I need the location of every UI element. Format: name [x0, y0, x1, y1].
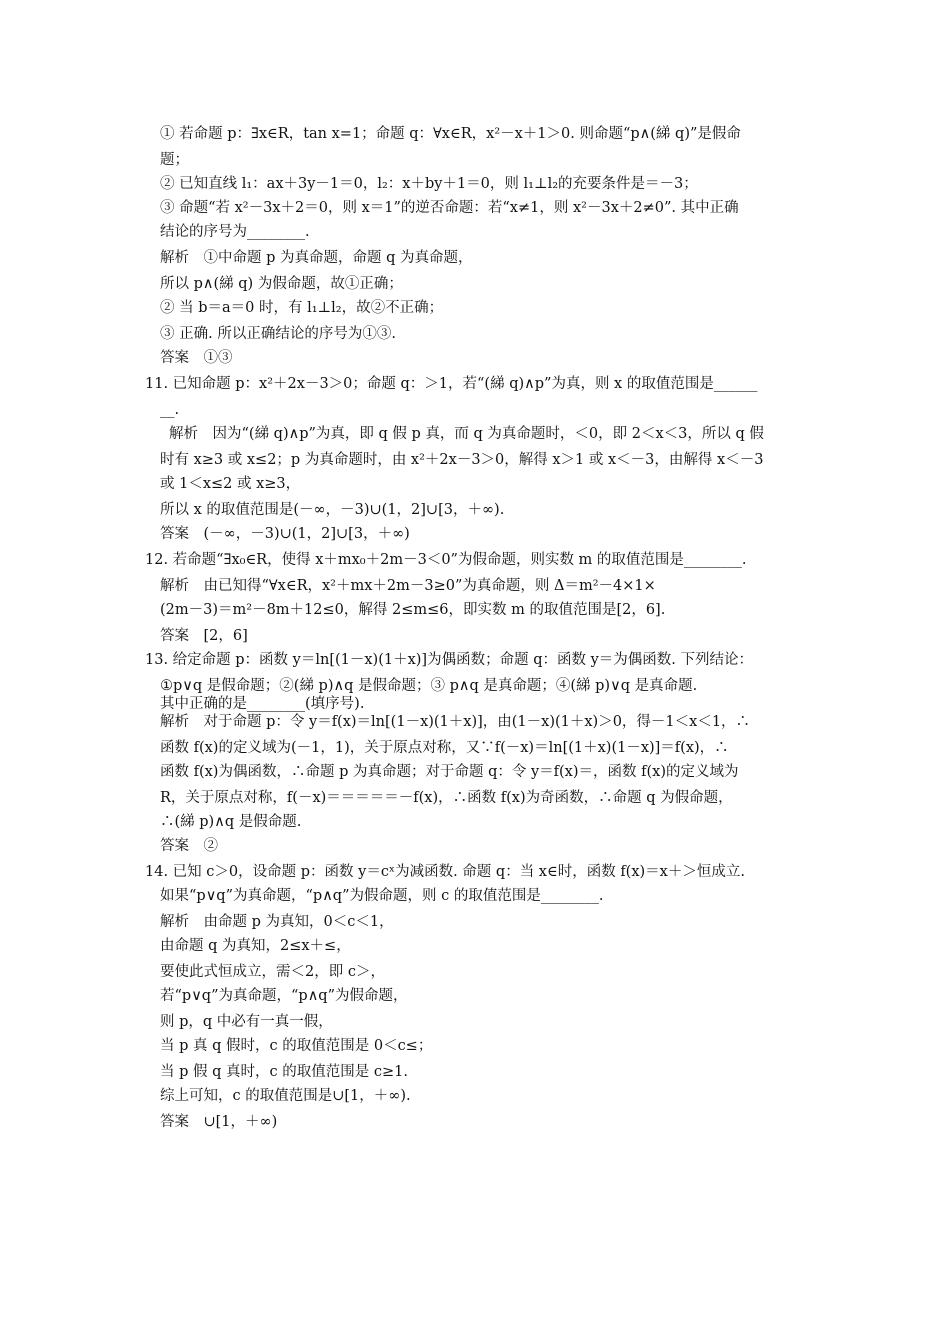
- text-line: 解析 由命题 p 为真知，0＜c＜1，: [160, 914, 394, 930]
- text-line: 当 p 真 q 假时，c 的取值范围是 0＜c≤；: [160, 1038, 433, 1054]
- text-line: 答案 ②: [160, 838, 218, 854]
- text-line: 12. 若命题“∃x₀∈R，使得 x＋mx₀＋2m－3＜0”为假命题，则实数 m 的取值范围是________.: [145, 552, 747, 568]
- text-line: 时有 x≥3 或 x≤2；p 为真命题时，由 x²＋2x－3＞0，解得 x＞1 或 x＜－3，由解得 x＜－3: [160, 452, 764, 468]
- text-line: 解析 对于命题 p：令 y＝f(x)＝ln[(1－x)(1＋x)]，由(1－x)(1＋x)＞0，得－1＜x＜1，∴: [160, 714, 751, 730]
- text-line: ∴(綈 p)∧q 是假命题.: [160, 814, 302, 830]
- text-line: 14. 已知 c＞0，设命题 p：函数 y＝cˣ为减函数. 命题 q：当 x∈时，函数 f(x)＝x＋＞恒成立.: [145, 864, 745, 880]
- text-line: ③ 命题“若 x²－3x＋2＝0，则 x＝1”的逆否命题：若“x≠1，则 x²－3x＋2≠0”. 其中正确: [160, 200, 739, 216]
- text-line: 答案 ①③: [160, 350, 233, 366]
- text-line: 综上可知，c 的取值范围是∪[1，＋∞).: [160, 1088, 411, 1104]
- text-line: 结论的序号为________.: [160, 224, 310, 240]
- text-line: 解析 因为“(綈 q)∧p”为真，即 q 假 p 真，而 q 为真命题时，＜0，即 2＜x＜3，所以 q 假: [169, 426, 764, 442]
- text-line: ①p∨q 是假命题；②(綈 p)∧q 是假命题；③ p∧q 是真命题；④(綈 p)∨q 是真命题.: [160, 678, 698, 694]
- text-line: 则 p，q 中必有一真一假，: [160, 1014, 333, 1030]
- text-line: (2m－3)＝m²－8m＋12≤0，解得 2≤m≤6，即实数 m 的取值范围是[2，6].: [160, 602, 666, 618]
- text-line: __.: [160, 402, 180, 418]
- text-line: 所以 p∧(綈 q) 为假命题，故①正确；: [160, 276, 403, 292]
- text-line: ③ 正确. 所以正确结论的序号为①③.: [160, 326, 396, 342]
- text-line: ① 若命题 p：∃x∈R，tan x=1；命题 q：∀x∈R，x²－x＋1＞0. 则命题“p∧(綈 q)”是假命: [160, 126, 741, 142]
- text-line: ② 当 b＝a＝0 时，有 l₁⊥l₂，故②不正确；: [160, 300, 444, 316]
- text-line: 如果“p∨q”为真命题，“p∧q”为假命题，则 c 的取值范围是________.: [160, 888, 604, 904]
- text-line: 当 p 假 q 真时，c 的取值范围是 c≥1.: [160, 1064, 408, 1080]
- text-line: 或 1＜x≤2 或 x≥3，: [160, 476, 301, 492]
- text-line: 其中正确的是________(填序号).: [160, 696, 365, 712]
- text-line: 答案 [2，6]: [160, 628, 248, 644]
- text-line: ② 已知直线 l₁：ax＋3y－1＝0，l₂：x＋by＋1＝0，则 l₁⊥l₂的充要条件是＝－3；: [160, 176, 698, 192]
- text-line: 函数 f(x)为偶函数，∴命题 p 为真命题；对于命题 q：令 y＝f(x)＝，函数 f(x)的定义域为: [160, 764, 739, 780]
- text-line: R，关于原点对称，f(－x)＝＝＝＝＝－f(x)，∴函数 f(x)为奇函数，∴命题 q 为假命题，: [160, 790, 733, 806]
- text-line: 题；: [160, 152, 189, 168]
- text-line: 答案 (－∞，－3)∪(1，2]∪[3，＋∞): [160, 526, 410, 542]
- text-line: 若“p∨q”为真命题，“p∧q”为假命题，: [160, 988, 408, 1004]
- text-line: 解析 由已知得“∀x∈R，x²＋mx＋2m－3≥0”为真命题，则 Δ＝m²－4×1×: [160, 578, 656, 594]
- text-line: 函数 f(x)的定义域为(－1，1)，关于原点对称，又∵f(－x)＝ln[(1＋x)(1－x)]＝f(x)，∴: [160, 740, 729, 756]
- text-line: 由命题 q 为真知，2≤x＋≤，: [160, 938, 351, 954]
- text-line: 解析 ①中命题 p 为真命题，命题 q 为真命题，: [160, 250, 473, 266]
- text-line: 要使此式恒成立，需＜2，即 c＞，: [160, 964, 385, 980]
- text-line: 所以 x 的取值范围是(－∞，－3)∪(1，2]∪[3，＋∞).: [160, 502, 505, 518]
- text-line: 13. 给定命题 p：函数 y＝ln[(1－x)(1＋x)]为偶函数；命题 q：函数 y＝为偶函数. 下列结论：: [145, 652, 753, 668]
- text-line: 11. 已知命题 p：x²＋2x－3＞0；命题 q：＞1，若“(綈 q)∧p”为真，则 x 的取值范围是______: [145, 376, 758, 392]
- text-line: 答案 ∪[1，＋∞): [160, 1114, 278, 1130]
